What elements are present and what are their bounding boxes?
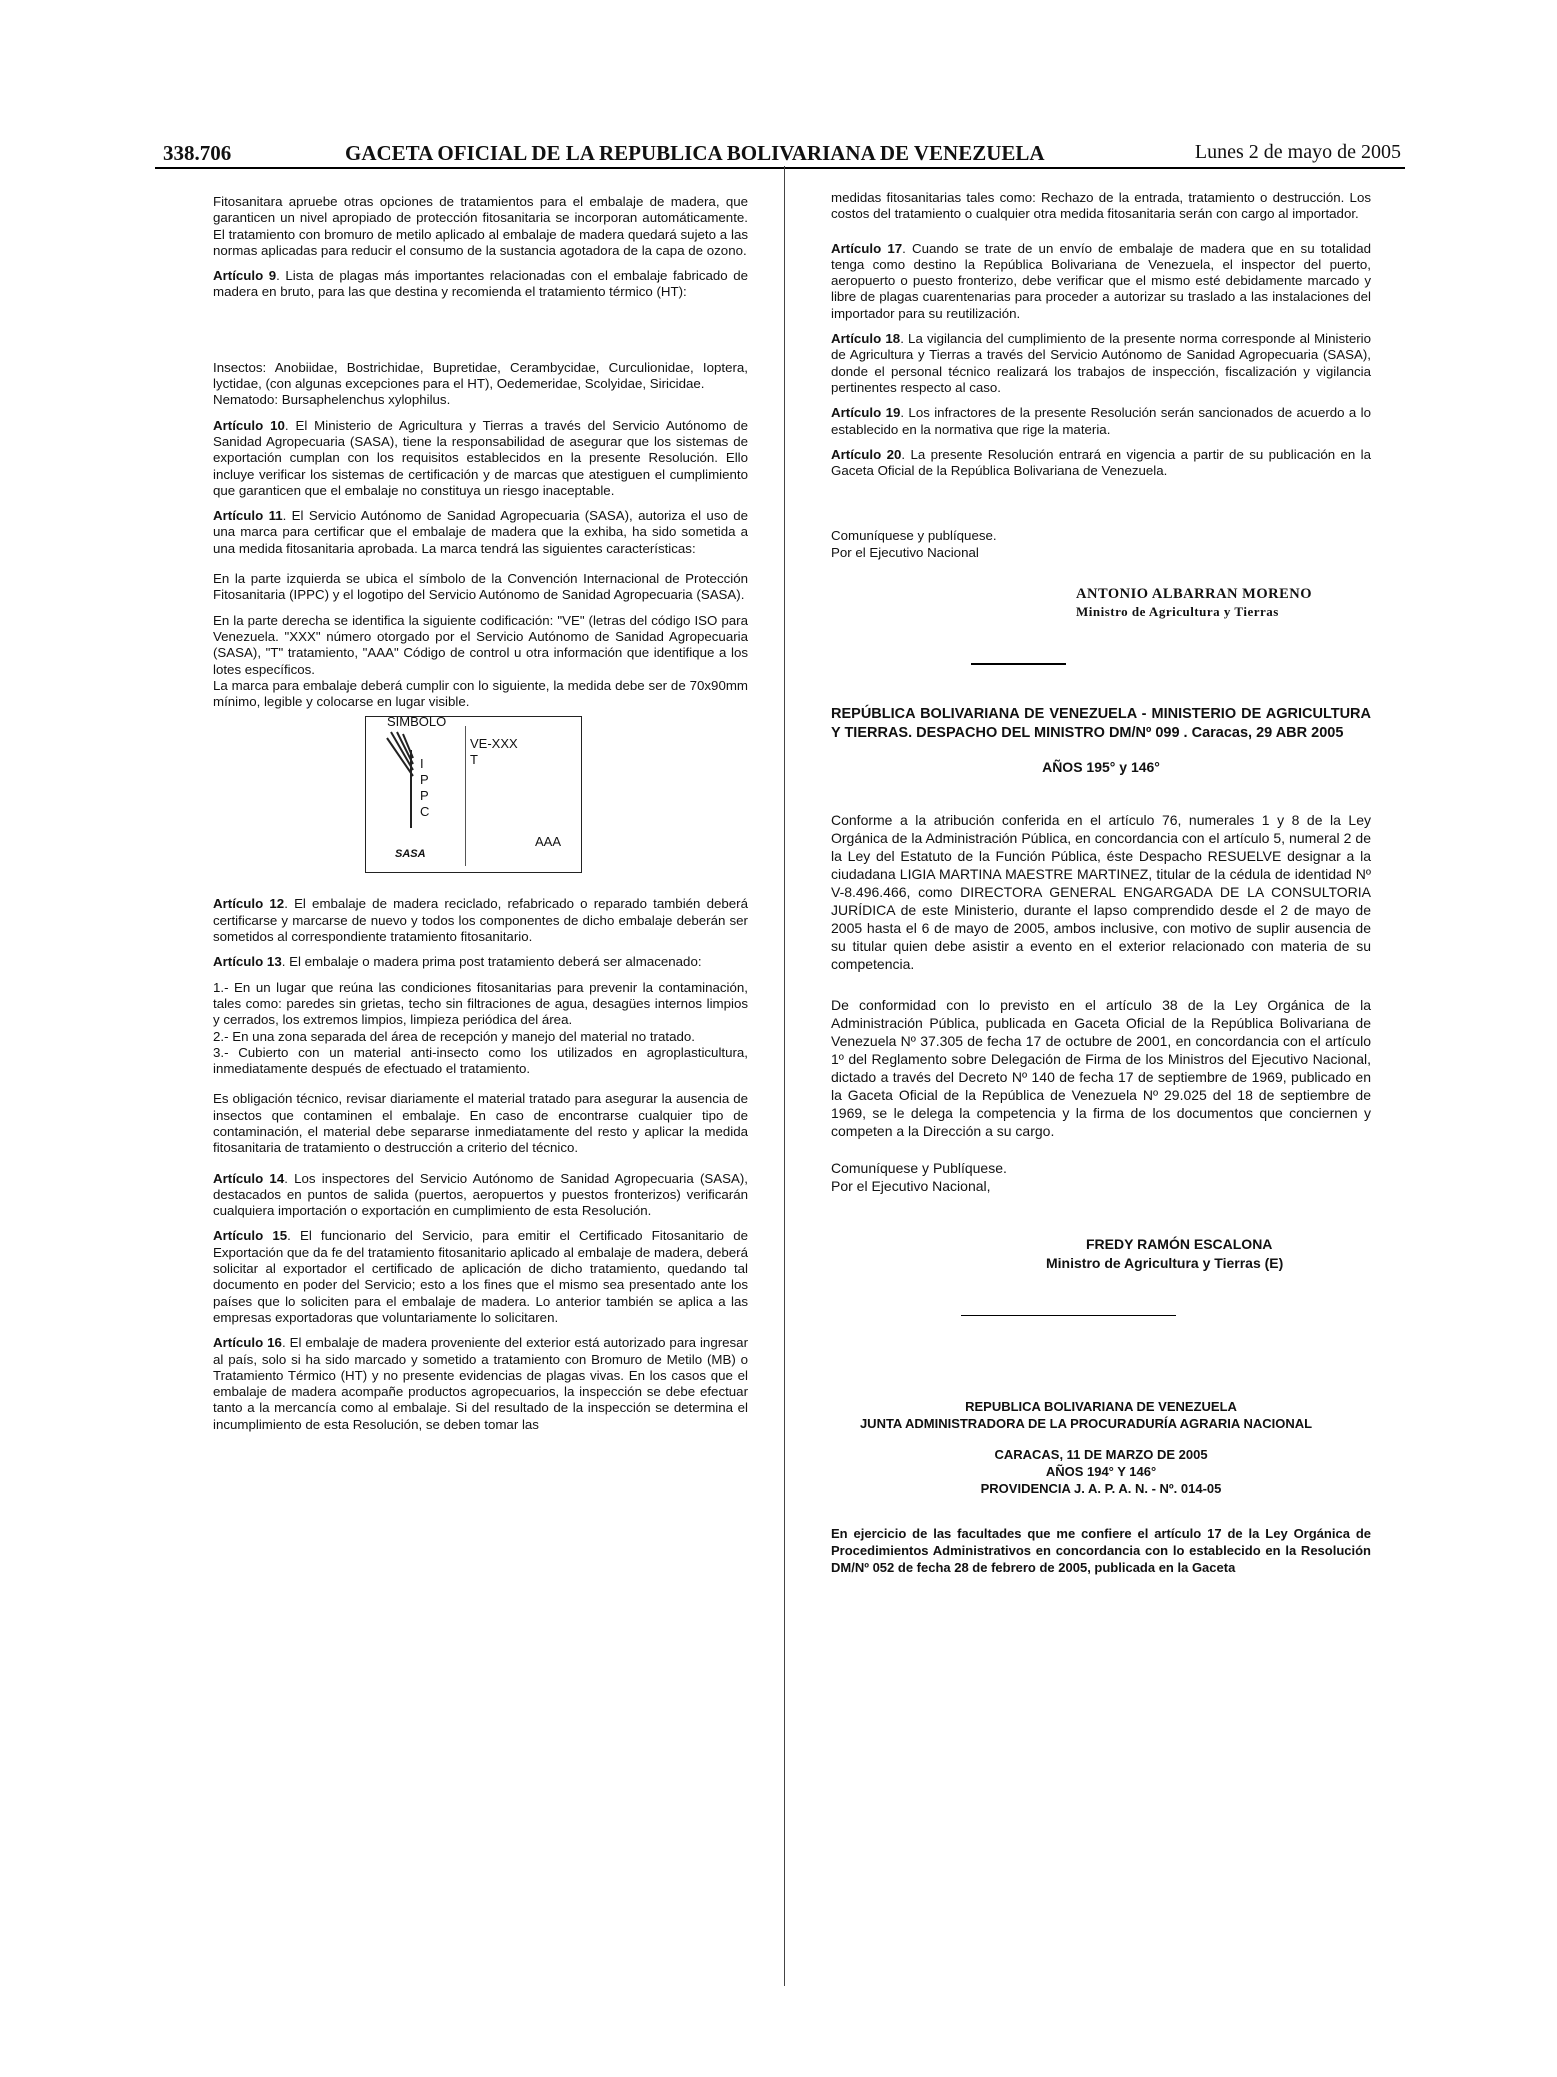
signatory-title: Ministro de Agricultura y Tierras (E) [1046,1255,1284,1272]
article-14 [213,1171,748,1220]
article-text: . El Servicio Autónomo de Sanidad Agropecuaria (SASA), autoriza el uso de una marca para certificar que el embalaje de madera que la exhiba, ha sido sometida a una medida fitosanitaria aprobada. La marca tendrá las siguientes características: [213,508,749,556]
article-label: Artículo 18 [831,331,901,347]
providencia-heading [831,1398,1371,1497]
executive-line: Por el Ejecutivo Nacional [831,544,979,560]
nematode-line: Nematodo: Bursaphelenchus xylophilus. [213,392,451,408]
article-16 [213,1335,748,1433]
article-text: . El embalaje o madera prima post tratamiento deberá ser almacenado: [281,954,702,970]
mark-left-side: En la parte izquierda se ubica el símbolo de la Convención Internacional de Protección Fitosanitaria (IPPC) y el logotipo del Servicio Autónomo de Sanidad Agropecuaria (SASA). [213,571,748,603]
country-code: VE-XXX [470,736,518,752]
ippc-letter-c: C [420,804,430,820]
left-column [213,194,748,1442]
treatment-code: T [470,752,478,768]
article-text: . El Ministerio de Agricultura y Tierras a través del Servicio Autónomo de Sanidad Agropecuaria (SASA), tiene la responsabilidad de asegurar que los sistemas de exportación cumplan con los requisitos establecidos en la presente Resolución. Ello incluye verificar los sistemas de certificación y de marcas que atestiguen el cumplimiento que garanticen que el embalaje no constituya un riesgo inaceptable. [213,417,748,498]
article-text: . El embalaje de madera reciclado, refabricado o reparado también deberá certificarse y marcarse de nuevo y todos los componentes de dicho embalaje deberán ser sometidos al correspondiente tratamiento fitosanitario. [213,896,749,945]
article-text: . El funcionario del Servicio, para emitir el Certificado Fitosanitario de Exportación que da fe del tratamiento fitosanitario aplicado al embalaje de madera, deberá solicitar al exportador el certificado de aplicación de dicho tratamiento, quedando tal documento en poder del Servicio; esto a los fines que el mismo sea presentado ante los países que lo soliciten para el embalaje de madera. Lo anterior también se aplica a las empresas exportadoras que voluntariamente lo solicitaren. [213,1228,748,1325]
ippc-mark-diagram [365,716,585,886]
article-9 [213,268,748,301]
article-label: Artículo 17 [831,240,903,256]
article-20 [831,447,1371,480]
insects-list: Insectos: Anobiidae, Bostrichidae, Bupretidae, Cerambycidae, Curculionidae, Ioptera, lyctidae, (con algunas excepciones para el HT), Oedemeridae, Scolyidae, Siricidae. [213,359,748,392]
comuniquese-line: Comuníquese y publíquese. [831,528,997,544]
mark-size: La marca para embalaje deberá cumplir con lo siguiente, la medida debe ser de 70x90mm mínimo, legible y colocarse en lugar visible. [213,677,748,710]
signature-block-1 [1076,585,1371,621]
article-label: Artículo 19 [831,405,901,421]
article-19 [831,405,1371,438]
ippc-letter-p: P [420,788,429,804]
article-label: Artículo 9 [213,268,277,284]
article-label: Artículo 13 [213,954,282,970]
continued-paragraph: medidas fitosanitarias tales como: Rechazo de la entrada, tratamiento o destrucción. Los costos del tratamiento o cualquier otra medida fitosanitaria serán con cargo al importador. [831,190,1371,222]
article-text: . La vigilancia del cumplimiento de la presente norma corresponde al Ministerio de Agricultura y Tierras a través del Servicio Autónomo de Sanidad Agropecuaria (SASA), donde el personal técnico realizará los trabajos de inspección, fiscalización y vigilancia pertinentes respecto al caso. [831,331,1372,395]
ippc-letter-i: I [420,756,424,772]
intro-paragraph: Fitosanitara apruebe otras opciones de tratamientos para el embalaje de madera, que garanticen un nivel apropiado de protección fitosanitaria se incorporan automáticamente. El tratamiento con bromuro de metilo aplicado al embalaje de madera quedará sujeto a las normas aplicadas para reducir el consumo de la sustancia agotadora de la capa de ozono. [213,194,748,258]
storage-item-2: 2.- En una zona separada del área de recepción y manejo del material no tratado. [213,1028,695,1044]
storage-item-3: 3.- Cubierto con un material anti-insecto como los utilizados en agroplasticultura, inmediatamente después de efectuado el tratamiento. [213,1044,748,1077]
page-number: 338.706 [163,141,232,165]
article-label: Artículo 14 [213,1170,285,1186]
article-12 [213,896,748,945]
article-13 [213,954,748,970]
heading-line: PROVIDENCIA J. A. P. A. N. - Nº. 014-05 [980,1481,1222,1497]
providencia-paragraph: En ejercicio de las facultades que me confiere el artículo 17 de la Ley Orgánica de Procedimientos Administrativos en concordancia con lo establecido en la Resolución DM/Nº 052 de fecha 28 de febrero de 2005, publicada en la Gaceta [831,1526,1371,1576]
signatory-title: Ministro de Agricultura y Tierras [1076,604,1279,620]
technician-obligation: Es obligación técnico, revisar diariamente el material tratado para asegurar la ausencia de insectos que contaminen el embalaje. En caso de encontrarse cualquier tipo de contaminación, el material debe separarse inmediatamente del resto y aplicar la medida fitosanitaria de tratamiento o destrucción a criterio del técnico. [213,1091,748,1156]
article-text: . La presente Resolución entrará en vigencia a partir de su publicación en la Gaceta Oficial de la República Bolivariana de Venezuela. [831,446,1371,479]
publication-date: Lunes 2 de mayo de 2005 [1194,141,1401,163]
ippc-letter-p: P [420,772,429,788]
signature-block-2 [1046,1235,1371,1273]
resolution-paragraph-2: De conformidad con lo previsto en el artículo 38 de la Ley Orgánica de la Administración Pública, publicada en Gaceta Oficial de la República Bolivariana de Venezuela Nº 37.305 de fecha 17 de octubre de 2001, en concordancia con el artículo 1º del Reglamento sobre Delegación de Firma de los Ministros del Ejecutivo Nacional, dictado a través del Decreto Nº 140 de fecha 17 de septiembre de 1969, publicado en la Gaceta Oficial de la República de Venezuela Nº 29.025 del 18 de septiembre de 1969, se le delega la competencia y la firma de los documentos que conciernen y competen a la Dirección a su cargo. [831,997,1371,1140]
article-text: . El embalaje de madera proveniente del exterior está autorizado para ingresar al país, solo si ha sido marcado y sometido a tratamiento con Bromuro de Metilo (MB) o Tratamiento Térmico (HT) y no presente evidencias de plagas vivas. En los casos que el embalaje de madera acompañe productos agropecuarios, la inspección se debe efectuar tanto a la mercancía como al embalaje. Si del resultado de la inspección se determina el incumplimiento de esta Resolución, se deben tomar las [213,1335,749,1432]
article-15 [213,1228,748,1326]
article-label: Artículo 16 [213,1335,282,1351]
page-header [155,141,1405,169]
column-divider [784,166,785,1986]
article-text: . Los infractores de la presente Resolución serán sancionados de acuerdo a lo establecido en la normativa que rige la materia. [831,405,1372,437]
article-label: Artículo 20 [831,446,902,462]
article-label: Artículo 12 [213,896,285,912]
wheat-symbol-icon [383,730,423,830]
signatory-name: ANTONIO ALBARRAN MORENO [1076,586,1313,603]
article-text: . Lista de plagas más importantes relacionadas con el embalaje fabricado de madera en bruto, para las que destina y recomienda el tratamiento térmico (HT): [213,268,749,300]
article-text: . Los inspectores del Servicio Autónomo de Sanidad Agropecuaria (SASA), destacados en puntos de salida (puertos, aeropuertos y puestos fronterizos) verificarán cualquiera importación o exportación en cumplimiento de esta Resolución. [213,1170,748,1219]
article-label: Artículo 11 [213,508,283,524]
resolution-heading: REPÚBLICA BOLIVARIANA DE VENEZUELA - MINISTERIO DE AGRICULTURA Y TIERRAS. DESPACHO DEL MINISTRO DM/Nº 099 . Caracas, 29 ABR 2005 [831,706,1371,742]
mark-divider [465,726,466,866]
comuniquese-line: Comuníquese y Publíquese. [831,1160,1007,1177]
article-label: Artículo 10 [213,417,285,433]
article-17 [831,241,1371,322]
heading-line: JUNTA ADMINISTRADORA DE LA PROCURADURÍA AGRARIA NACIONAL [859,1416,1313,1432]
right-column [831,190,1371,1585]
article-text: . Cuando se trate de un envío de embalaje de madera que en su totalidad tenga como destino la República Bolivariana de Venezuela, el inspector del puerto, aeropuerto o puesto fronterizo, debe verificar que el mismo esté debidamente marcado y libre de plagas cuarentenarias para proceder a autorizar su traslado a las instalaciones del importador para su reutilización. [831,240,1372,321]
article-label: Artículo 15 [213,1228,288,1244]
article-11 [213,508,748,557]
simbolo-label: SIMBOLO [387,714,447,730]
storage-item-1: 1.- En un lugar que reúna las condiciones fitosanitarias para prevenir la contaminación, tales como: paredes sin grietas, techo sin filtraciones de agua, desagües internos limpios y cerrados, los extremos limpios, limpieza periódica del área. [213,979,748,1028]
heading-line: AÑOS 194° Y 146° [1045,1464,1157,1480]
article-18 [831,331,1371,396]
resolution-paragraph-1: Conforme a la atribución conferida en el artículo 76, numerales 1 y 8 de la Ley Orgánica de la Administración Pública, en concordancia con el artículo 5, numeral 2 de la Ley del Estatuto de la Función Pública, éste Despacho RESUELVE designar a la ciudadana LIGIA MARTINA MAESTRE MARTINEZ, titular de la cédula de identidad Nº V-8.496.466, como DIRECTORA GENERAL ENGARGADA DE LA CONSULTORIA JURÍDICA de este Ministerio, durante el lapso comprendido desde el 2 de mayo de 2005 hasta el 6 de mayo de 2005, ambos inclusive, con motivo de suplir ausencia de su titular quien debe asistir a evento en el exterior relacionado con materia de su competencia. [831,812,1371,973]
signatory-name: FREDY RAMÓN ESCALONA [1086,1236,1273,1253]
article-10 [213,418,748,499]
gazette-title: GACETA OFICIAL DE LA REPUBLICA BOLIVARIANA DE VENEZUELA [345,141,1045,165]
executive-line: Por el Ejecutivo Nacional, [831,1178,991,1195]
mark-right-side: En la parte derecha se identifica la siguiente codificación: "VE" (letras del código ISO para Venezuela. "XXX" número otorgado por el Servicio Autónomo de Sanidad Agropecuaria (SASA), "T" tratamiento, "AAA" Código de control u otra información que identifique a los lotes específicos. [213,612,748,677]
heading-line: CARACAS, 11 DE MARZO DE 2005 [994,1447,1208,1463]
heading-line: REPUBLICA BOLIVARIANA DE VENEZUELA [965,1399,1237,1415]
control-code: AAA [535,834,562,850]
resolution-years: AÑOS 195° y 146° [1042,759,1160,776]
sasa-logo: SASA [395,848,426,861]
